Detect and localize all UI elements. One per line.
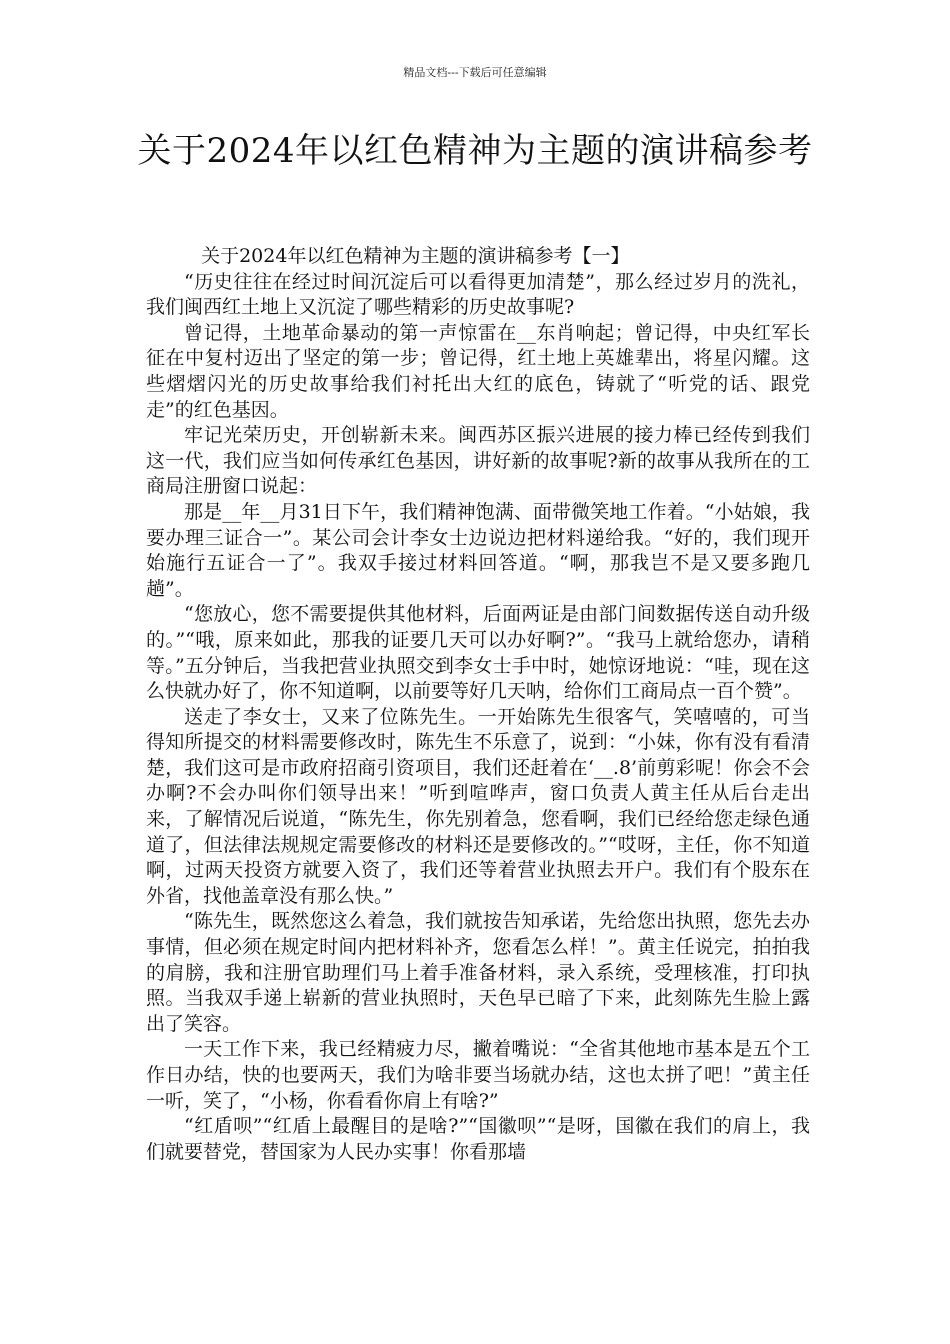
paragraph: “您放心，您不需要提供其他材料，后面两证是由部门间数据传送自动升级的。”“哦，原来如此，那我的证要几天可以办好啊?”。“我马上就给您办，请稍等。”五分钟后，当我把营业执照交到李女士手中时，她惊讶地说：“哇，现在这么快就办好了，你不知道啊，以前要等好几天呐，给你们工商局点一百个赞”。	[146, 603, 810, 703]
section-heading: 关于2024年以红色精神为主题的演讲稿参考【一】	[201, 245, 630, 267]
paragraph: 牢记光荣历史，开创崭新未来。闽西苏区振兴进展的接力棒已经传到我们这一代，我们应当如何传承红色基因，讲好新的故事呢?新的故事从我所在的工商局注册窗口说起：	[146, 424, 810, 498]
header-note: 精品文档---下载后可任意编辑	[403, 66, 547, 79]
paragraph: 曾记得，土地革命暴动的第一声惊雷在__东肖响起；曾记得，中央红军长征在中复村迈出了坚定的第一步；曾记得，红土地上英雄辈出，将星闪耀。这些熠熠闪光的历史故事给我们衬托出大红的底色，铸就了“听党的话、跟党走”的红色基因。	[146, 321, 810, 421]
paragraph: “陈先生，既然您这么着急，我们就按告知承诺，先给您出执照，您先去办事情，但必须在规定时间内把材料补齐，您看怎么样！”。黄主任说完，拍拍我的肩膀，我和注册官助理们马上着手准备材料，录入系统，受理核准，打印执照。当我双手递上崭新的营业执照时，天色早已暗了下来，此刻陈先生脸上露出了笑容。	[146, 910, 810, 1035]
paragraph: 一天工作下来，我已经精疲力尽，撇着嘴说：“全省其他地市基本是五个工作日办结，快的也要两天，我们为啥非要当场就办结，这也太拼了吧！”黄主任一听，笑了，“小杨，你看看你肩上有啥?”	[146, 1038, 810, 1112]
document-title: 关于2024年以红色精神为主题的演讲稿参考	[137, 131, 813, 171]
document-body	[146, 244, 810, 1165]
paragraph: 那是__年__月31日下午，我们精神饱满、面带微笑地工作着。“小姑娘，我要办理三证合一”。某公司会计李女士边说边把材料递给我。“好的，我们现开始施行五证合一了”。我双手接过材料回答道。“啊，那我岂不是又要多跑几趟”。	[146, 500, 810, 600]
paragraph: 送走了李女士，又来了位陈先生。一开始陈先生很客气，笑嘻嘻的，可当得知所提交的材料需要修改时，陈先生不乐意了，说到：“小妹，你有没有看清楚，我们这可是市政府招商引资项目，我们还赶着在‘__.8’前剪彩呢！你会不会办啊?不会办叫你们领导出来！”听到喧哗声，窗口负责人黄主任从后台走出来，了解情况后说道，“陈先生，你先别着急，您看啊，我们已经给您走绿色通道了，但法律法规规定需要修改的材料还是要修改的。”“哎呀，主任，你不知道啊，过两天投资方就要入资了，我们还等着营业执照去开户。我们有个股东在外省，找他盖章没有那么快。”	[146, 705, 810, 907]
paragraph: “红盾呗”“红盾上最醒目的是啥?”“国徽呗”“是呀，国徽在我们的肩上，我们就要替党，替国家为人民办实事！你看那墙	[146, 1115, 810, 1163]
paragraph: “历史往往在经过时间沉淀后可以看得更加清楚”，那么经过岁月的洗礼，我们闽西红土地上又沉淀了哪些精彩的历史故事呢?	[146, 270, 810, 319]
